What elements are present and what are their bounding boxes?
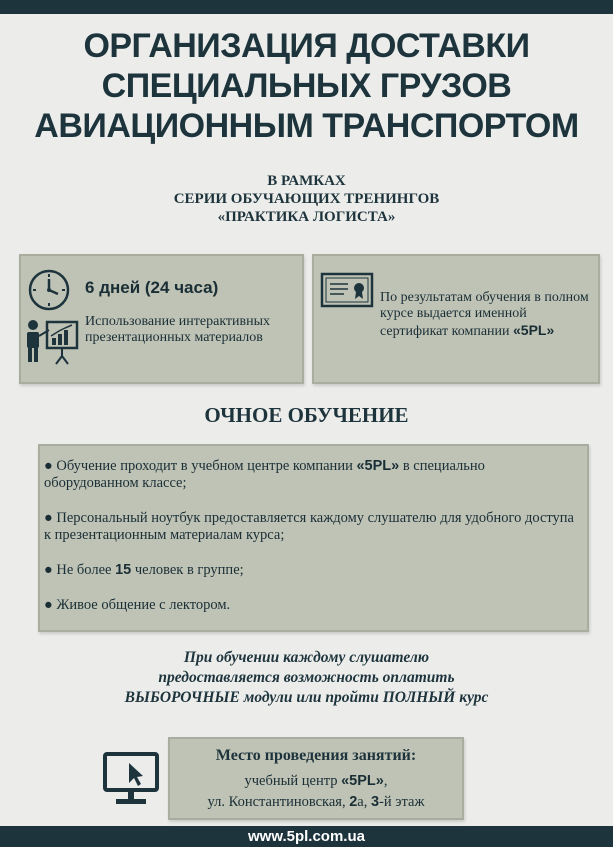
certificate-icon: [320, 272, 374, 308]
subtitle: [0, 172, 613, 226]
venue-box: [168, 737, 464, 820]
website-link[interactable]: www.5pl.com.ua: [248, 828, 365, 845]
venue-center: учебный центр: [244, 773, 342, 789]
clock-icon: [27, 268, 71, 312]
venue-address-line-1: [170, 773, 462, 790]
bullet-item: ● Живое общение с лектором.: [44, 597, 231, 613]
note-line-1: При обучении каждому слушателю: [183, 649, 430, 666]
venue-house-number: 2: [349, 794, 358, 810]
subtitle-line-2: СЕРИИ ОБУЧАЮЩИХ ТРЕНИНГОВ: [173, 191, 440, 207]
subtitle-line-3: «ПРАКТИКА ЛОГИСТА»: [217, 209, 396, 225]
bullet-item: ● Персональный ноутбук предоставляется каждому слушателю для удобного доступа к презентационным материалам курса;: [44, 510, 574, 543]
bullet-1-end: в специально оборудованном классе;: [44, 458, 485, 491]
note-line-3: [20, 688, 593, 708]
venue-floor: -й этаж: [379, 794, 425, 810]
bullet-1-start: ● Обучение проходит в учебном центре компании: [44, 458, 357, 474]
duration-hours-word: часа): [169, 278, 219, 297]
venue-heading: Место проведения занятий:: [215, 747, 417, 764]
payment-note: [20, 648, 593, 708]
venue-comma: ,: [383, 773, 388, 789]
top-bar: [0, 0, 613, 14]
training-details-box: [38, 444, 589, 632]
venue-house-suffix: а,: [357, 794, 371, 810]
venue-address-line-2: [170, 794, 462, 811]
duration-days: 6: [85, 278, 95, 297]
certificate-description: По результатам обучения в полном курсе выдается именной сертификат компании: [380, 290, 589, 339]
bullet-1-company: «5PL»: [356, 458, 400, 474]
certificate-box: [312, 254, 600, 384]
duration-hours: 24: [150, 278, 170, 297]
footer-bar: [0, 826, 613, 847]
certificate-company: «5PL»: [513, 322, 555, 338]
certificate-text: [380, 290, 590, 340]
venue-street: ул. Константиновская,: [207, 794, 350, 810]
bullet-item: [44, 458, 580, 492]
presentation-icon: [23, 316, 79, 366]
bullet-item: [44, 562, 580, 579]
title-line-3: АВИАЦИОННЫМ ТРАНСПОРТОМ: [34, 107, 579, 145]
bullet-3-number: 15: [115, 562, 132, 578]
course-duration: [85, 278, 218, 298]
note-modules: модули или пройти: [239, 689, 383, 706]
bullet-3-start: ● Не более: [44, 562, 116, 578]
title-line-1: ОРГАНИЗАЦИЯ ДОСТАВКИ: [83, 27, 530, 65]
title-line-2: СПЕЦИАЛЬНЫХ ГРУЗОВ: [101, 67, 512, 105]
venue-company: «5PL»: [341, 773, 384, 789]
duration-days-word: дней (: [94, 278, 151, 297]
venue-floor-number: 3: [370, 794, 380, 810]
note-line-2: предоставляется возможность оплатить: [158, 669, 455, 686]
course-info-box: [19, 254, 304, 384]
subtitle-line-1: В РАМКАХ: [267, 173, 346, 189]
note-course: курс: [455, 689, 489, 706]
materials-text: Использование интерактивных презентационных материалов: [85, 314, 271, 345]
bullet-list: [44, 458, 580, 632]
note-selective: ВЫБОРОЧНЫЕ: [124, 689, 240, 706]
page-title: [0, 26, 613, 146]
note-full: ПОЛНЫЙ: [382, 689, 456, 706]
monitor-icon: [102, 751, 160, 809]
bullet-3-end: человек в группе;: [131, 562, 244, 578]
section-heading: ОЧНОЕ ОБУЧЕНИЕ: [204, 403, 409, 427]
